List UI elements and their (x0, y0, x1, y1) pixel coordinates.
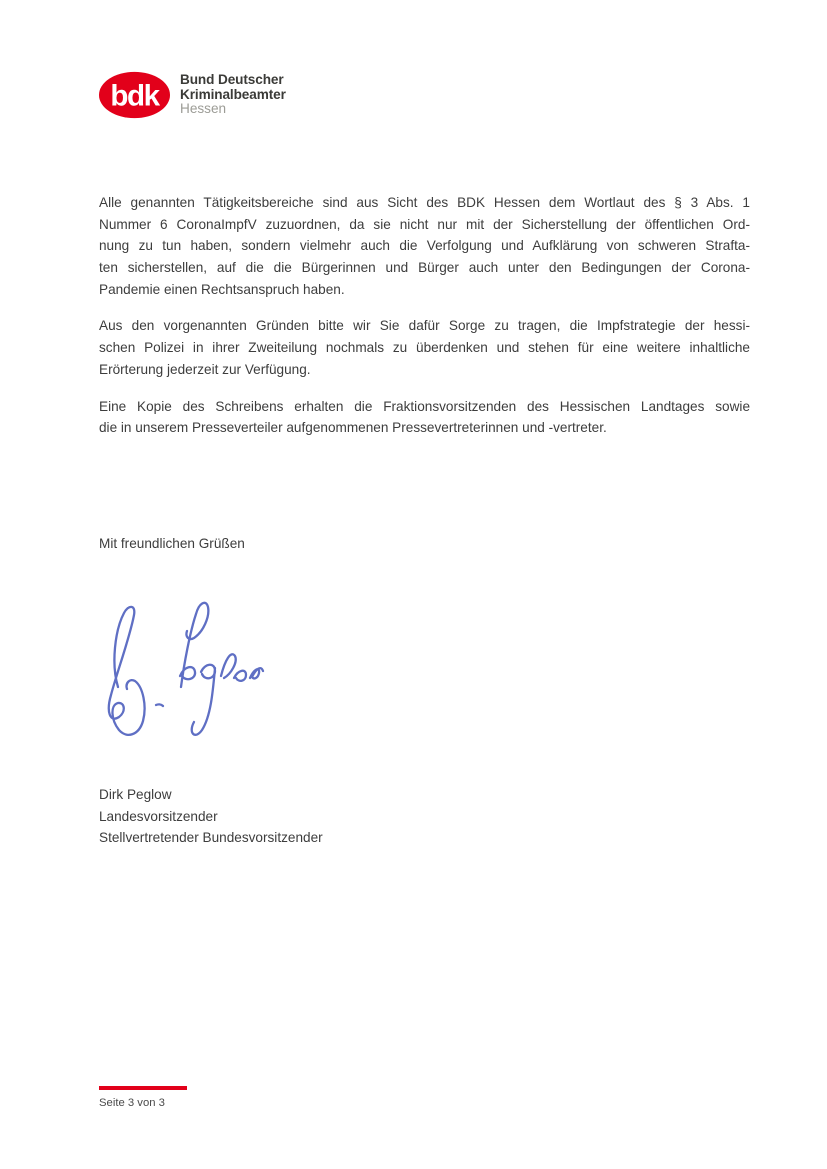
letter-body (99, 192, 750, 454)
org-region: Hessen (180, 101, 227, 117)
paragraph-1 (99, 192, 750, 300)
letterhead (98, 71, 286, 119)
text-line: Erörterung jederzeit zur Verfügung. (99, 361, 311, 377)
handwritten-signature (97, 592, 265, 747)
paragraph-3 (99, 396, 750, 439)
text-line: Aus den vorgenannten Gründen bitte wir Sie dafür Sorge zu tragen, die Impfstrategie der hessi- (99, 318, 750, 334)
page-indicator: Seite 3 von 3 (99, 1097, 165, 1109)
text-line: Eine Kopie des Schreibens erhalten die Fraktionsvorsitzenden des Hessischen Landtages sowie (99, 398, 750, 414)
text-line: schen Polizei in ihrer Zweiteilung nochmals zu überdenken und stehen für eine weitere inhaltliche (99, 340, 750, 356)
signature-stroke-e1 (180, 667, 195, 679)
org-name-line1: Bund Deutscher (180, 72, 284, 87)
bdk-logo-icon (98, 71, 171, 119)
text-line: nung zu tun haben, sondern vielmehr auch die Verfolgung und Aufklärung von schweren Strafta- (99, 238, 750, 254)
signature-stroke-w (250, 668, 263, 678)
text-line: Alle genannten Tätigkeitsbereiche sind aus Sicht des BDK Hessen dem Wortlaut des § 3 Abs. 1 (99, 195, 750, 210)
closing-salutation: Mit freundlichen Grüßen (99, 536, 245, 551)
org-name-block (180, 71, 286, 117)
bdk-logo-acronym: bdk (110, 79, 159, 113)
text-line: Nummer 6 CoronaImpfV zuzuordnen, da sie nicht nur mit der Sicherstellung der öffentlichen Ord- (99, 216, 750, 232)
org-name-line2: Kriminalbeamter (180, 86, 286, 102)
text-line: ten sicherstellen, auf die die Bürgerinnen und Bürger auch unter den Bedingungen der Corona- (99, 260, 750, 276)
footer-rule (99, 1086, 187, 1090)
signature-stroke-l (221, 654, 236, 678)
signature-stroke-o (234, 671, 246, 681)
signer-title-1: Landesvorsitzender (99, 808, 218, 824)
text-line: die in unserem Presseverteiler aufgenommenen Pressevertreterinnen und -vertreter. (99, 420, 607, 436)
signer-name: Dirk Peglow (99, 787, 172, 802)
paragraph-2 (99, 315, 750, 380)
text-line: Pandemie einen Rechtsanspruch haben. (99, 281, 345, 297)
signature-stroke-dot (156, 704, 163, 706)
signature-stroke-d (109, 607, 145, 735)
signer-title-2: Stellvertretender Bundesvorsitzender (99, 830, 323, 846)
signer-block (99, 784, 323, 849)
